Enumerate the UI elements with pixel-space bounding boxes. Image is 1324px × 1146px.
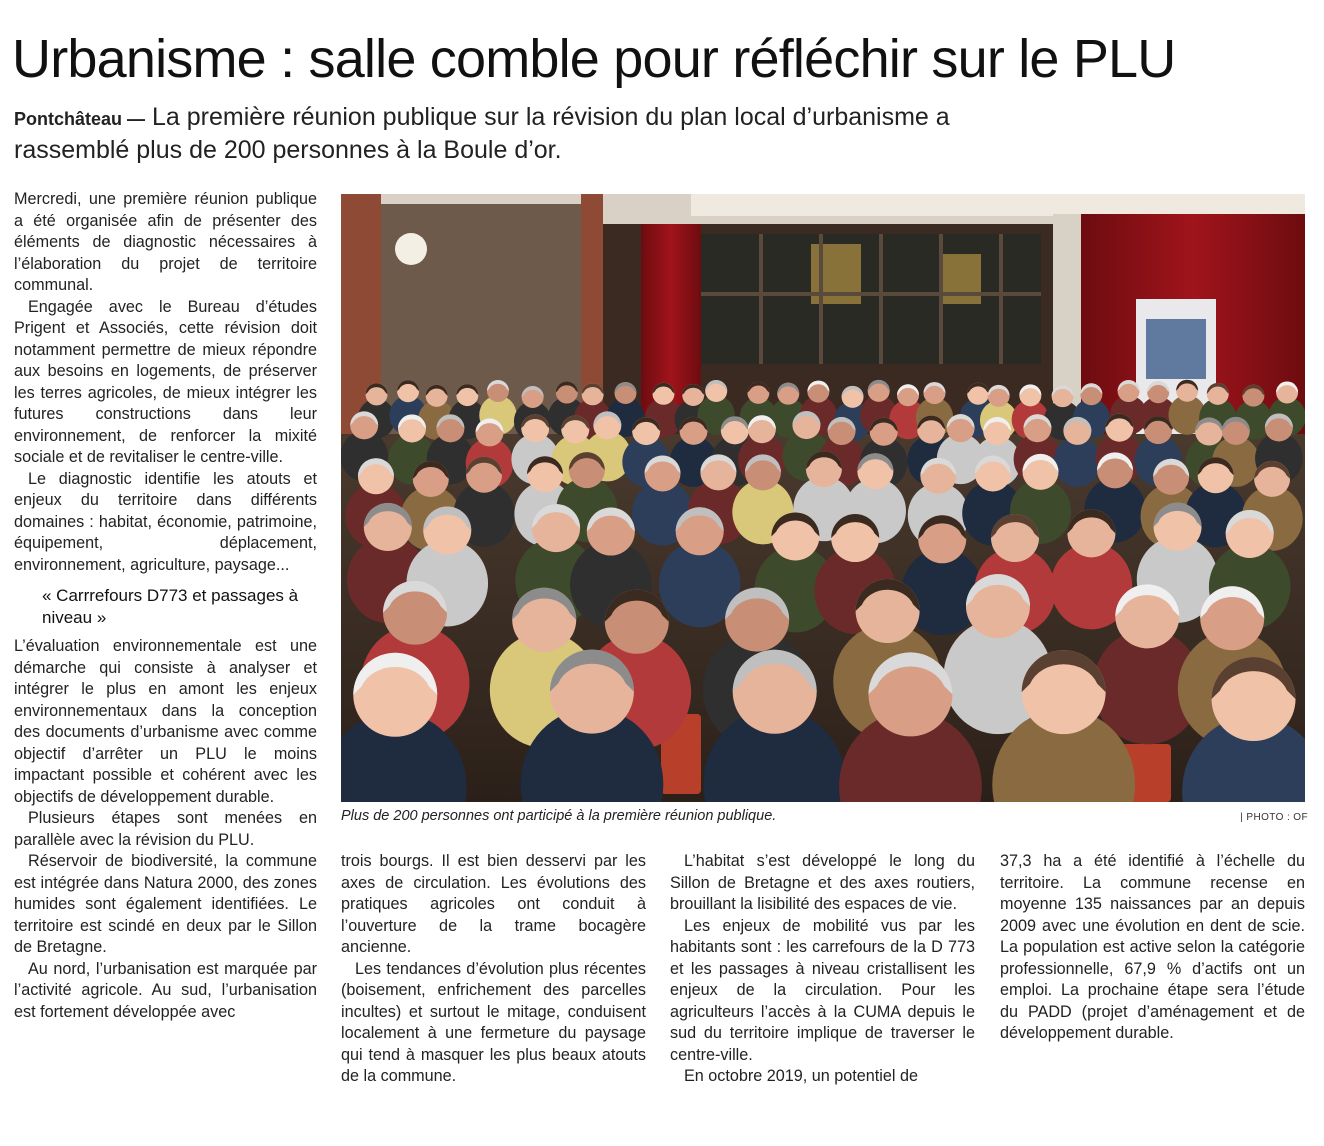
standfirst xyxy=(14,102,1014,166)
article-column-3 xyxy=(670,851,975,1088)
paragraph: Réservoir de biodiversité, la commune est intégrée dans Natura 2000, des zones humides sont également identifiées. Le territoire est scindé en deux par le Sillon de Bretagne. xyxy=(14,852,317,956)
meeting-photo xyxy=(341,194,1305,802)
article-column-1 xyxy=(14,189,317,1023)
headline: Urbanisme : salle comble pour réfléchir sur le PLU xyxy=(12,29,1176,89)
photo-credit: | PHOTO : OF xyxy=(1240,812,1308,823)
paragraph: L’habitat s’est développé le long du Sillon de Bretagne et des axes routiers, brouillant la lisibilité des espaces de vie. xyxy=(670,852,975,913)
paragraph: Au nord, l’urbanisation est marquée par l’activité agricole. Au sud, l’urbanisation est fortement développée avec xyxy=(14,959,317,1021)
paragraph: Engagée avec le Bureau d’études Prigent et Associés, cette révision doit notamment permettre de mieux répondre aux besoins en logements, de préserver les terres agricoles, de mieux intégrer les futures constructions dans leur environnement, de renforcer la mixité sociale et de revitaliser le centre-ville. xyxy=(14,297,317,466)
article-column-2 xyxy=(341,851,646,1088)
dateline-place: Pontchâteau — xyxy=(14,109,146,129)
paragraph: Les tendances d’évolution plus récentes (boisement, enfrichement des parcelles incultes) et surtout le mitage, conduisent localement à une fermeture du paysage qui tend à masquer les plus beaux atouts de la commune. xyxy=(341,959,646,1085)
paragraph: Les enjeux de mobilité vus par les habitants sont : les carrefours de la D 773 et les passages à niveau cristallisent les enjeux de la circulation. Pour les agriculteurs l’accès à la CUMA depuis le sud du territoire implique de traverser le centre-ville. xyxy=(670,916,975,1064)
paragraph: Mercredi, une première réunion publique a été organisée afin de présenter des éléments de diagnostic nécessaires à l’élaboration du projet de territoire communal. xyxy=(14,190,317,294)
paragraph: 37,3 ha a été identifié à l’échelle du territoire. La commune recense en moyenne 135 naissances par an depuis 2009 avec une évolution en dent de scie. La population est active selon la catégorie professionnelle, 67,9 % d’actifs ont un emploi. La prochaine étape sera l’étude du PADD (projet d’aménagement et de développement durable. xyxy=(1000,852,1305,1042)
paragraph: En octobre 2019, un potentiel de xyxy=(684,1067,918,1085)
photo-caption: Plus de 200 personnes ont participé à la première réunion publique. xyxy=(341,808,777,824)
paragraph: Plusieurs étapes sont menées en parallèle avec la révision du PLU. xyxy=(14,809,317,849)
paragraph: L’évaluation environnementale est une démarche qui consiste à analyser et intégrer le plus en amont les enjeux environnementaux dans la conception des documents d’urbanisme avec comme objectif d’arrêter un PLU le moins impactant possible et cohérent avec les objectifs de développement durable. xyxy=(14,637,317,806)
article-column-4 xyxy=(1000,851,1305,1045)
standfirst-text: La première réunion publique sur la révision du plan local d’urbanisme a rassemblé plus de 200 personnes à la Boule d’or. xyxy=(14,103,950,164)
paragraph: Le diagnostic identifie les atouts et enjeux du territoire dans différents domaines : habitat, économie, patrimoine, équipement, déplacement, environnement, agriculture, paysage... xyxy=(14,469,317,574)
audience-illustration xyxy=(341,194,1305,802)
subheading: « Carrrefours D773 et passages à niveau » xyxy=(42,586,299,627)
paragraph: trois bourgs. Il est bien desservi par les axes de circulation. Les évolutions des pratiques agricoles ont conduit à l’ouverture de la trame bocagère ancienne. xyxy=(341,852,646,956)
